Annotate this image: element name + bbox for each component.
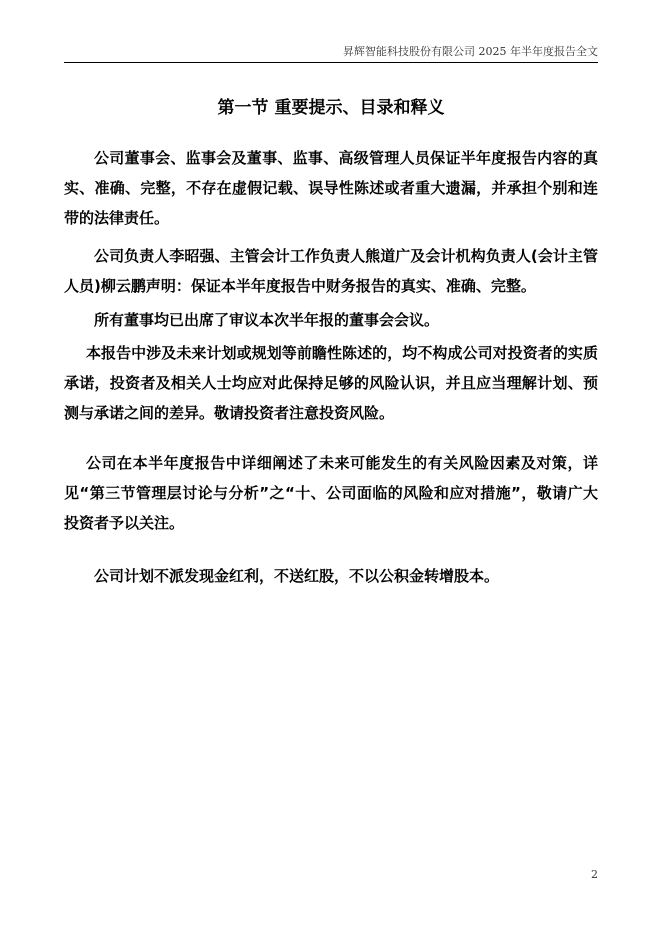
page-number: 2 <box>591 868 598 881</box>
page-header <box>64 45 598 63</box>
header-text: 昇辉智能科技股份有限公司 2025 年半年度报告全文 <box>343 45 598 58</box>
paragraph-forward-looking-statements: 本报告中涉及未来计划或规划等前瞻性陈述的，均不构成公司对投资者的实质承诺，投资者及相关人士均应对此保持足够的风险认识，并且应当理解计划、预测与承诺之间的差异。敬请投资者注意投资风险。 <box>64 344 598 422</box>
paragraph-responsible-persons-statement: 公司负责人李昭强、主管会计工作负责人熊道广及会计机构负责人(会计主管人员)柳云鹏声明：保证本半年度报告中财务报告的真实、准确、完整。 <box>64 247 598 295</box>
paragraph-directors-attendance: 所有董事均已出席了审议本次半年报的董事会会议。 <box>94 311 440 329</box>
section-title: 第一节 重要提示、目录和释义 <box>217 98 445 118</box>
paragraph-board-guarantee: 公司董事会、监事会及董事、监事、高级管理人员保证半年度报告内容的真实、准确、完整，不存在虚假记载、误导性陈述或者重大遗漏，并承担个别和连带的法律责任。 <box>64 149 598 227</box>
paragraph-dividend-plan: 公司计划不派发现金红利，不送红股，不以公积金转增股本。 <box>94 567 500 585</box>
paragraph-risk-factors: 公司在本半年度报告中详细阐述了未来可能发生的有关风险因素及对策，详见“第三节管理层讨论与分析”之“十、公司面临的风险和应对措施”，敬请广大投资者予以关注。 <box>64 454 598 532</box>
